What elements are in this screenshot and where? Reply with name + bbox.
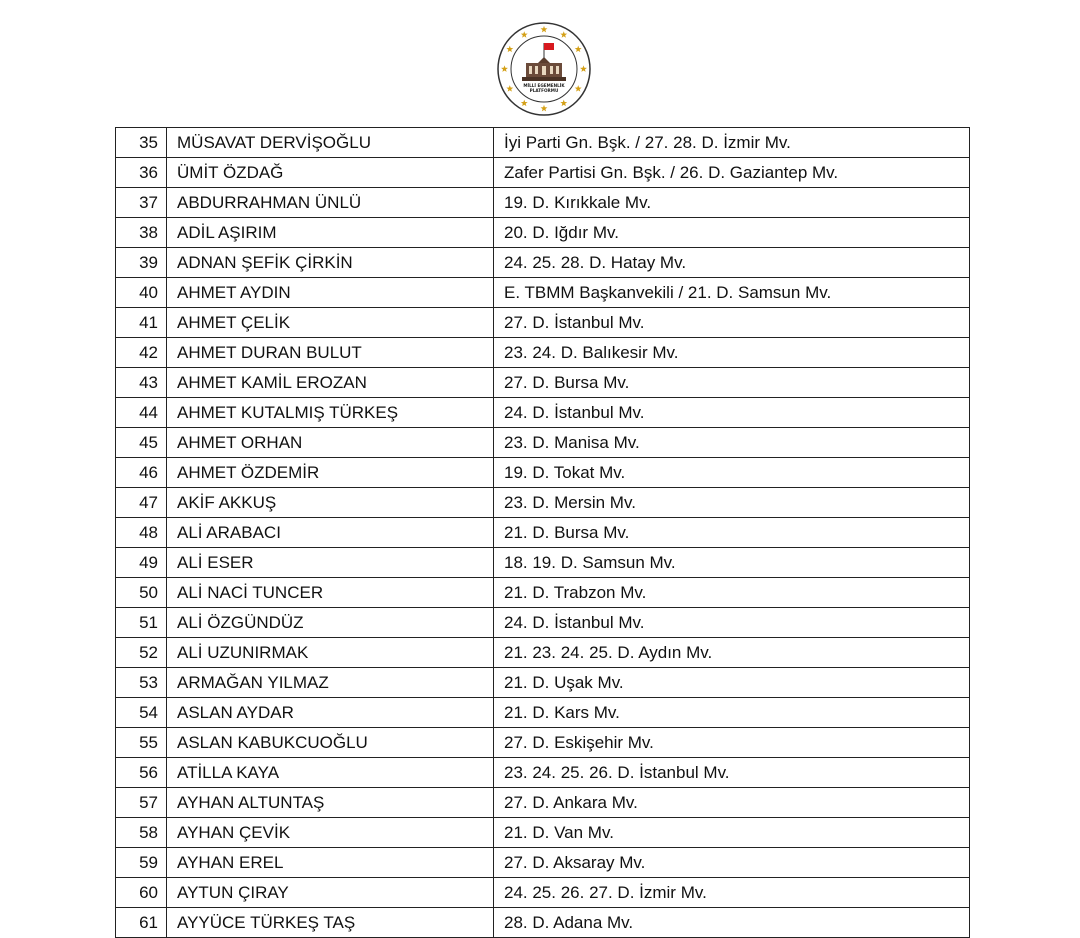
table-row: [116, 458, 970, 488]
row-number: 35: [116, 128, 167, 158]
member-name: ABDURRAHMAN ÜNLÜ: [167, 188, 494, 218]
member-name: ATİLLA KAYA: [167, 758, 494, 788]
member-role: 21. D. Uşak Mv.: [494, 668, 970, 698]
row-number: 49: [116, 548, 167, 578]
table-row: [116, 188, 970, 218]
member-name: ADİL AŞIRIM: [167, 218, 494, 248]
table-row: [116, 518, 970, 548]
member-name: ALİ ARABACI: [167, 518, 494, 548]
table-row: [116, 218, 970, 248]
platform-logo: [496, 21, 592, 117]
table-row: [116, 698, 970, 728]
row-number: 58: [116, 818, 167, 848]
table-row: [116, 818, 970, 848]
row-number: 61: [116, 908, 167, 938]
member-name: ALİ ÖZGÜNDÜZ: [167, 608, 494, 638]
logo-text-line1: MİLLİ EGEMENLİK: [523, 83, 565, 88]
member-name: ALİ UZUNIRMAK: [167, 638, 494, 668]
table-row: [116, 128, 970, 158]
row-number: 59: [116, 848, 167, 878]
member-role: 23. D. Mersin Mv.: [494, 488, 970, 518]
member-role: 21. D. Trabzon Mv.: [494, 578, 970, 608]
table-row: [116, 368, 970, 398]
row-number: 46: [116, 458, 167, 488]
row-number: 57: [116, 788, 167, 818]
member-name: AYHAN EREL: [167, 848, 494, 878]
row-number: 39: [116, 248, 167, 278]
member-role: 24. 25. 28. D. Hatay Mv.: [494, 248, 970, 278]
member-name: ASLAN AYDAR: [167, 698, 494, 728]
member-name: AYHAN ÇEVİK: [167, 818, 494, 848]
row-number: 43: [116, 368, 167, 398]
member-role: 19. D. Tokat Mv.: [494, 458, 970, 488]
member-name: AHMET AYDIN: [167, 278, 494, 308]
row-number: 47: [116, 488, 167, 518]
member-name: AHMET KAMİL EROZAN: [167, 368, 494, 398]
row-number: 36: [116, 158, 167, 188]
row-number: 44: [116, 398, 167, 428]
table-row: [116, 788, 970, 818]
member-role: 20. D. Iğdır Mv.: [494, 218, 970, 248]
member-name: AHMET ÖZDEMİR: [167, 458, 494, 488]
table-row: [116, 338, 970, 368]
table-row: [116, 398, 970, 428]
member-name: AKİF AKKUŞ: [167, 488, 494, 518]
row-number: 41: [116, 308, 167, 338]
member-role: 27. D. Eskişehir Mv.: [494, 728, 970, 758]
table-row: [116, 548, 970, 578]
table-row: [116, 728, 970, 758]
table-row: [116, 908, 970, 938]
member-role: 21. D. Kars Mv.: [494, 698, 970, 728]
table-row: [116, 578, 970, 608]
table-row: [116, 428, 970, 458]
table-row: [116, 248, 970, 278]
row-number: 45: [116, 428, 167, 458]
row-number: 38: [116, 218, 167, 248]
row-number: 54: [116, 698, 167, 728]
member-name: AHMET ÇELİK: [167, 308, 494, 338]
member-role: 21. 23. 24. 25. D. Aydın Mv.: [494, 638, 970, 668]
row-number: 56: [116, 758, 167, 788]
member-name: AYYÜCE TÜRKEŞ TAŞ: [167, 908, 494, 938]
table-row: [116, 638, 970, 668]
member-role: 21. D. Van Mv.: [494, 818, 970, 848]
member-name: ADNAN ŞEFİK ÇİRKİN: [167, 248, 494, 278]
logo-text-line2: PLATFORMU: [529, 88, 559, 93]
row-number: 51: [116, 608, 167, 638]
member-role: İyi Parti Gn. Bşk. / 27. 28. D. İzmir Mv.: [494, 128, 970, 158]
member-name: ALİ ESER: [167, 548, 494, 578]
member-role: 23. D. Manisa Mv.: [494, 428, 970, 458]
row-number: 52: [116, 638, 167, 668]
member-role: 27. D. Bursa Mv.: [494, 368, 970, 398]
member-role: 27. D. Aksaray Mv.: [494, 848, 970, 878]
table-row: [116, 758, 970, 788]
member-role: 19. D. Kırıkkale Mv.: [494, 188, 970, 218]
member-name: ÜMİT ÖZDAĞ: [167, 158, 494, 188]
member-name: ASLAN KABUKCUOĞLU: [167, 728, 494, 758]
member-name: AHMET DURAN BULUT: [167, 338, 494, 368]
milli-egemenlik-platformu-seal-icon: [496, 21, 592, 117]
row-number: 55: [116, 728, 167, 758]
member-role: 27. D. İstanbul Mv.: [494, 308, 970, 338]
table-row: [116, 278, 970, 308]
row-number: 60: [116, 878, 167, 908]
table-row: [116, 848, 970, 878]
member-role: 24. D. İstanbul Mv.: [494, 608, 970, 638]
row-number: 48: [116, 518, 167, 548]
row-number: 37: [116, 188, 167, 218]
table-row: [116, 668, 970, 698]
member-role: 28. D. Adana Mv.: [494, 908, 970, 938]
table-row: [116, 488, 970, 518]
member-role: 24. 25. 26. 27. D. İzmir Mv.: [494, 878, 970, 908]
row-number: 50: [116, 578, 167, 608]
member-role: E. TBMM Başkanvekili / 21. D. Samsun Mv.: [494, 278, 970, 308]
table-row: [116, 308, 970, 338]
member-name: ARMAĞAN YILMAZ: [167, 668, 494, 698]
row-number: 53: [116, 668, 167, 698]
member-role: 23. 24. 25. 26. D. İstanbul Mv.: [494, 758, 970, 788]
member-role: Zafer Partisi Gn. Bşk. / 26. D. Gaziantep Mv.: [494, 158, 970, 188]
table-row: [116, 158, 970, 188]
members-table: [115, 127, 970, 938]
table-row: [116, 608, 970, 638]
row-number: 42: [116, 338, 167, 368]
member-name: AHMET KUTALMIŞ TÜRKEŞ: [167, 398, 494, 428]
member-name: AYHAN ALTUNTAŞ: [167, 788, 494, 818]
table-row: [116, 878, 970, 908]
member-role: 24. D. İstanbul Mv.: [494, 398, 970, 428]
member-role: 21. D. Bursa Mv.: [494, 518, 970, 548]
member-name: MÜSAVAT DERVİŞOĞLU: [167, 128, 494, 158]
member-name: AYTUN ÇIRAY: [167, 878, 494, 908]
member-role: 27. D. Ankara Mv.: [494, 788, 970, 818]
row-number: 40: [116, 278, 167, 308]
member-name: ALİ NACİ TUNCER: [167, 578, 494, 608]
member-role: 23. 24. D. Balıkesir Mv.: [494, 338, 970, 368]
member-name: AHMET ORHAN: [167, 428, 494, 458]
member-role: 18. 19. D. Samsun Mv.: [494, 548, 970, 578]
